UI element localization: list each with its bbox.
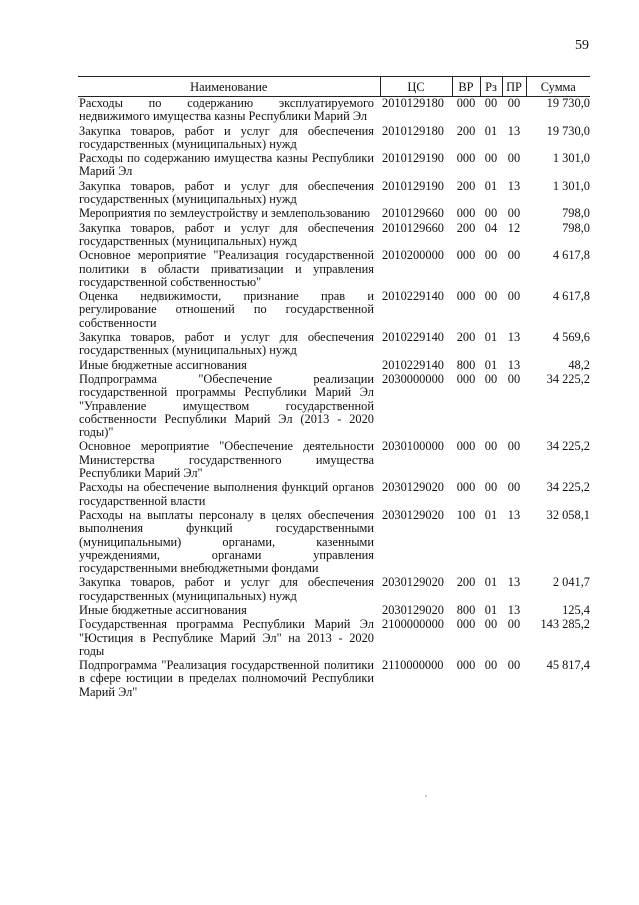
row-pr: 00 [507, 96, 521, 110]
row-vr: 100 [456, 507, 476, 522]
row-vr: 000 [456, 151, 476, 166]
row-rz: 00 [484, 480, 498, 495]
row-cs: 2010229140 [382, 357, 444, 372]
row-sum: 19 730,0 [546, 96, 590, 110]
row-cs: 2010129660 [382, 220, 444, 235]
header-rz: Рз [480, 77, 502, 97]
page-number: 59 [575, 38, 589, 53]
table-row [78, 659, 590, 700]
header-sum: Сумма [526, 77, 590, 97]
row-cs: 2010129660 [382, 206, 444, 221]
row-pr: 13 [507, 330, 521, 345]
row-pr: 13 [507, 507, 521, 522]
row-pr: 13 [507, 357, 521, 372]
row-sum: 34 225,2 [546, 439, 590, 454]
row-sum: 32 058,1 [546, 507, 590, 522]
row-name: Закупка товаров, работ и услуг для обеспечения государственных (муниципальных) нужд [79, 575, 374, 603]
row-cs: 2110000000 [382, 658, 444, 673]
table-row [78, 509, 590, 576]
row-vr: 200 [456, 575, 476, 590]
row-vr: 800 [456, 602, 476, 617]
row-rz: 00 [484, 371, 498, 386]
row-vr: 000 [456, 289, 476, 304]
row-name: Расходы по содержанию эксплуатируемого недвижимого имущества казны Республики Марий Эл [79, 96, 374, 124]
scan-speck [425, 795, 427, 797]
row-sum: 1 301,0 [552, 178, 590, 193]
row-pr: 00 [507, 480, 521, 495]
row-sum: 45 817,4 [546, 658, 590, 673]
table-row [78, 576, 590, 604]
row-cs: 2030100000 [382, 439, 444, 454]
row-cs: 2030000000 [382, 371, 444, 386]
header-vr: ВР [452, 77, 480, 97]
table-row [78, 331, 590, 359]
row-name: Основное мероприятие "Обеспечение деятельности Министерства государственного имущества Республики Марий Эл" [79, 439, 374, 481]
row-sum: 1 301,0 [552, 151, 590, 166]
table-row [78, 125, 590, 153]
row-cs: 2030129020 [382, 602, 444, 617]
row-name: Закупка товаров, работ и услуг для обеспечения государственных (муниципальных) нужд [79, 123, 374, 151]
header-cs: ЦС [380, 77, 452, 97]
table-row [78, 359, 590, 373]
header-name: Наименование [78, 77, 380, 97]
row-pr: 00 [507, 658, 521, 673]
row-pr: 00 [507, 206, 521, 221]
row-rz: 00 [484, 96, 498, 110]
table-row [78, 180, 590, 208]
row-rz: 01 [484, 330, 498, 345]
row-cs: 2100000000 [382, 617, 444, 632]
row-name: Закупка товаров, работ и услуг для обеспечения государственных (муниципальных) нужд [79, 220, 374, 248]
row-pr: 13 [507, 178, 521, 193]
table-header-row [78, 77, 590, 97]
row-sum: 4 569,6 [552, 330, 590, 345]
row-cs: 2010129190 [382, 178, 444, 193]
row-rz: 00 [484, 658, 498, 673]
row-name: Подпрограмма "Реализация государственной политики в сфере юстиции в пределах полномочий Республики Марий Эл" [79, 658, 374, 699]
row-cs: 2010129180 [382, 123, 444, 138]
row-vr: 200 [456, 178, 476, 193]
row-vr: 000 [456, 248, 476, 263]
row-cs: 2010229140 [382, 289, 444, 304]
row-name: Расходы на обеспечение выполнения функций органов государственной власти [79, 480, 374, 508]
row-name: Основное мероприятие "Реализация государственной политики в области приватизации и управления государственной собственностью" [79, 248, 374, 289]
table-row [78, 152, 590, 180]
row-cs: 2030129020 [382, 507, 444, 522]
table-row [78, 373, 590, 440]
row-name: Расходы на выплаты персоналу в целях обеспечения выполнения функций государственными (муниципальными) органами, казенными учреждениями, органами управления государственными внебюджетными фондами [79, 507, 374, 576]
table-row [78, 249, 590, 290]
row-vr: 000 [456, 206, 476, 221]
row-rz: 01 [484, 575, 498, 590]
row-rz: 00 [484, 248, 498, 263]
row-rz: 00 [484, 439, 498, 454]
row-pr: 00 [507, 289, 521, 304]
row-vr: 000 [456, 658, 476, 673]
row-vr: 000 [456, 371, 476, 386]
row-pr: 00 [507, 439, 521, 454]
row-name: Оценка недвижимости, признание прав и регулирование отношений по государственной собственности [79, 289, 374, 330]
row-vr: 200 [456, 123, 476, 138]
table-row [78, 290, 590, 331]
row-rz: 00 [484, 151, 498, 166]
table-body [78, 97, 590, 701]
row-pr: 13 [507, 123, 521, 138]
header-pr: ПР [502, 77, 526, 97]
row-rz: 01 [484, 357, 498, 372]
row-sum: 2 041,7 [552, 575, 590, 590]
table-row [78, 481, 590, 509]
table-row [78, 440, 590, 481]
row-sum: 19 730,0 [546, 123, 590, 138]
row-name: Расходы по содержанию имущества казны Республики Марий Эл [79, 151, 374, 179]
row-name: Закупка товаров, работ и услуг для обеспечения государственных (муниципальных) нужд [79, 178, 374, 207]
row-pr: 13 [507, 602, 521, 617]
row-vr: 200 [456, 220, 476, 235]
row-rz: 00 [484, 206, 498, 221]
row-name: Мероприятия по землеустройству и землепользованию [79, 206, 371, 221]
row-sum: 4 617,8 [552, 289, 590, 304]
row-pr: 12 [507, 220, 521, 235]
row-cs: 2030129020 [382, 575, 444, 590]
row-cs: 2030129020 [382, 480, 444, 495]
row-sum: 798,0 [562, 206, 590, 221]
row-name: Иные бюджетные ассигнования [79, 357, 247, 372]
row-rz: 01 [484, 178, 498, 193]
row-cs: 2010200000 [382, 248, 444, 263]
row-vr: 800 [456, 357, 476, 372]
budget-table [78, 76, 590, 700]
row-sum: 125,4 [562, 602, 590, 617]
row-cs: 2010129190 [382, 151, 444, 166]
table-row [78, 207, 590, 221]
row-name: Подпрограмма "Обеспечение реализации государственной программы Республики Марий Эл "Управление имуществом государственной собственности Республики Марий Эл (2013 - 2020 годы)" [79, 371, 374, 440]
row-cs: 2010229140 [382, 330, 444, 345]
row-name: Закупка товаров, работ и услуг для обеспечения государственных (муниципальных) нужд [79, 330, 374, 358]
row-rz: 00 [484, 617, 498, 632]
row-sum: 4 617,8 [552, 248, 590, 263]
row-pr: 00 [507, 371, 521, 386]
row-pr: 13 [507, 575, 521, 590]
row-pr: 00 [507, 151, 521, 166]
table-row [78, 604, 590, 618]
row-rz: 04 [484, 220, 498, 235]
row-pr: 00 [507, 248, 521, 263]
row-rz: 01 [484, 123, 498, 138]
row-sum: 34 225,2 [546, 480, 590, 495]
row-name: Иные бюджетные ассигнования [79, 602, 247, 617]
row-rz: 01 [484, 602, 498, 617]
row-sum: 143 285,2 [540, 617, 590, 632]
table-row [78, 97, 590, 125]
row-rz: 00 [484, 289, 498, 304]
row-vr: 200 [456, 330, 476, 345]
row-sum: 48,2 [568, 357, 590, 372]
row-sum: 34 225,2 [546, 371, 590, 386]
row-vr: 000 [456, 480, 476, 495]
row-vr: 000 [456, 96, 476, 110]
row-name: Государственная программа Республики Марий Эл "Юстиция в Республике Марий Эл" на 2013 - 2020 годы [79, 617, 374, 658]
row-cs: 2010129180 [382, 96, 444, 110]
table-row [78, 618, 590, 659]
row-rz: 01 [484, 507, 498, 522]
row-pr: 00 [507, 617, 521, 632]
table-row [78, 222, 590, 250]
row-sum: 798,0 [562, 220, 590, 235]
row-vr: 000 [456, 617, 476, 632]
row-vr: 000 [456, 439, 476, 454]
